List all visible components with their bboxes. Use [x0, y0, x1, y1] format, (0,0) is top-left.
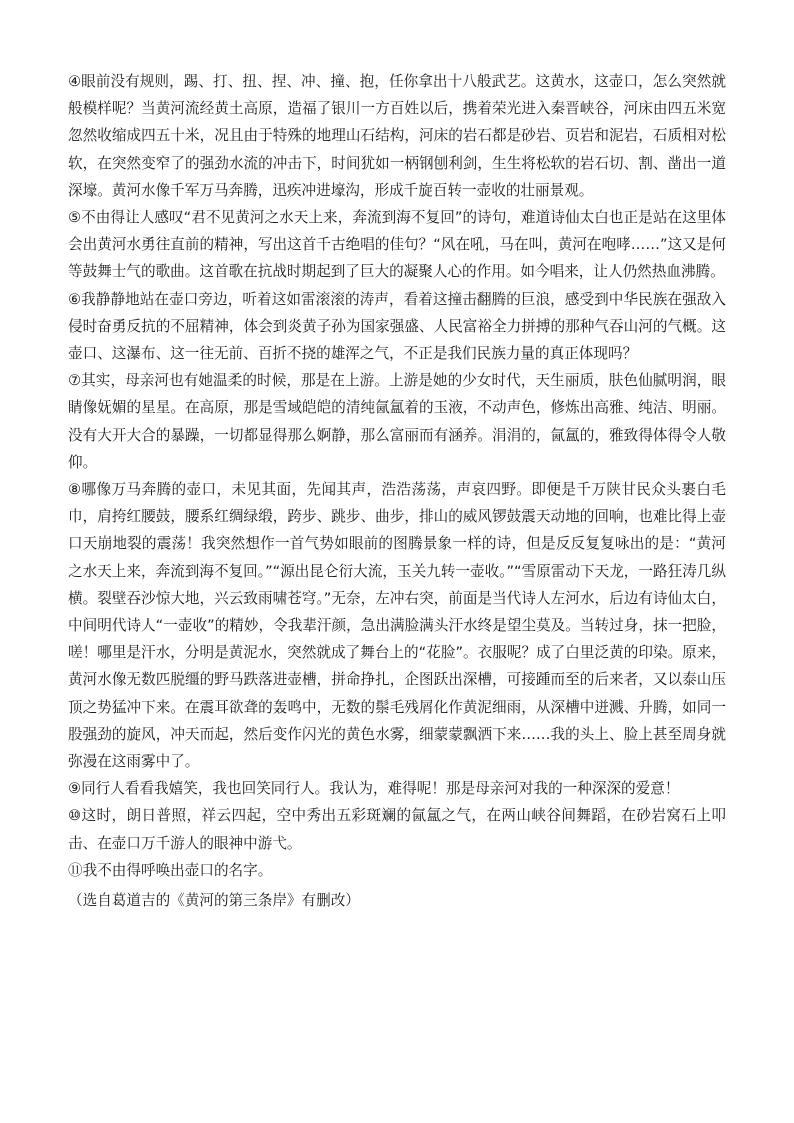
article-page: [68, 68, 726, 914]
paragraph-6: ⑥我静静地站在壶口旁边，听着这如雷滚滚的涛声，看着这撞击翻腾的巨浪，感受到中华民族在强敌入侵时奋勇反抗的不屈精神，体会到炎黄子孙为国家强盛、人民富裕全力拼搏的那种气吞山河的气概。这壶口、这瀑布、这一往无前、百折不挠的雄浑之气，不正是我们民族力量的真正体现吗？: [68, 290, 726, 363]
source-citation: （选自葛道吉的《黄河的第三条岸》有删改）: [68, 892, 360, 910]
paragraph-8: ⑧哪像万马奔腾的壶口，未见其面，先闻其声，浩浩荡荡，声哀四野。即便是千万陕甘民众头裹白毛巾，肩挎红腰鼓，腰系红绸绿缎，跨步、跳步、曲步，排山的威风锣鼓震天动地的回响，也难比得上壶口天崩地裂的震荡！我突然想作一首气势如眼前的图腾景象一样的诗，但是反反复复咏出的是：“黄河之水天上来，奔流到海不复回。”“源出昆仑衍大流，玉关九转一壶收。”“雪原雷动下天龙，一路狂涛几纵横。裂壁吞沙惊大地，兴云致雨啸苍穹。”无奈，左冲右突，前面是当代诗人左河水，后边有诗仙太白，中间明代诗人“一壶收”的精妙，令我辈汗颜，急出满脸满头汗水终是望尘莫及。当转过身，抹一把脸，嗟！哪里是汗水，分明是黄泥水，突然就成了舞台上的“花脸”。衣服呢？成了白里泛黄的印染。原来，黄河水像无数匹脱缰的野马跌落进壶槽，拼命挣扎，企图跃出深槽，可接踵而至的后来者，又以泰山压顶之势猛冲下来。在震耳欲聋的轰鸣中，无数的鬃毛残屑化作黄泥细雨，从深槽中迸溅、升腾，如同一股强劲的旋风，冲天而起，然后变作闪光的黄色水雾，细蒙蒙飘洒下来……我的头上、脸上甚至周身就弥漫在这雨雾中了。: [68, 481, 726, 771]
paragraph-9: ⑨同行人看看我嬉笑，我也回笑同行人。我认为，难得呢！那是母亲河对我的一种深深的爱意！: [68, 780, 680, 798]
paragraph-10: ⑩这时，朗日普照，祥云四起，空中秀出五彩斑斓的氤氲之气，在两山峡谷间舞蹈，在砂岩窝石上叩击、在壶口万千游人的眼神中游弋。: [68, 807, 726, 852]
paragraph-7: ⑦其实，母亲河也有她温柔的时候，那是在上游。上游是她的少女时代，天生丽质，肤色仙腻明润，眼睛像妩媚的星星。在高原，那是雪域皑皑的清纯氤氲着的玉液，不动声色，修炼出高雅、纯洁、明丽。没有大开大合的暴躁，一切都显得那么婀静，那么富丽而有涵养。涓涓的，氤氲的，雅致得体得令人敬仰。: [68, 372, 726, 471]
paragraph-11: ⑪我不由得呼唤出壶口的名字。: [68, 861, 273, 879]
paragraph-4: ④眼前没有规则，踢、打、扭、捏、冲、撞、抱，任你拿出十八般武艺。这黄水，这壶口，怎么突然就般模样呢？当黄河流经黄土高原，造福了银川一方百姓以后，携着荣光进入秦晋峡谷，河床由四五米宽忽然收缩成四五十米，况且由于特殊的地理山石结构，河床的岩石都是砂岩、页岩和泥岩，石质相对松软，在突然变窄了的强劲水流的冲击下，时间犹如一柄钢刨利剑，生生将松软的岩石切、割、凿出一道深壕。黄河水像千军万马奔腾，迅疾冲进壕沟，形成千旋百转一壶收的壮丽景观。: [68, 73, 726, 199]
paragraph-5: ⑤不由得让人感叹“君不见黄河之水天上来，奔流到海不复回”的诗句，难道诗仙太白也正是站在这里体会出黄河水勇往直前的精神，写出这首千古绝唱的佳句？“风在吼，马在叫，黄河在咆哮……”这又是何等鼓舞士气的歌曲。这首歌在抗战时期起到了巨大的凝聚人心的作用。如今唱来，让人仍然热血沸腾。: [68, 209, 726, 281]
